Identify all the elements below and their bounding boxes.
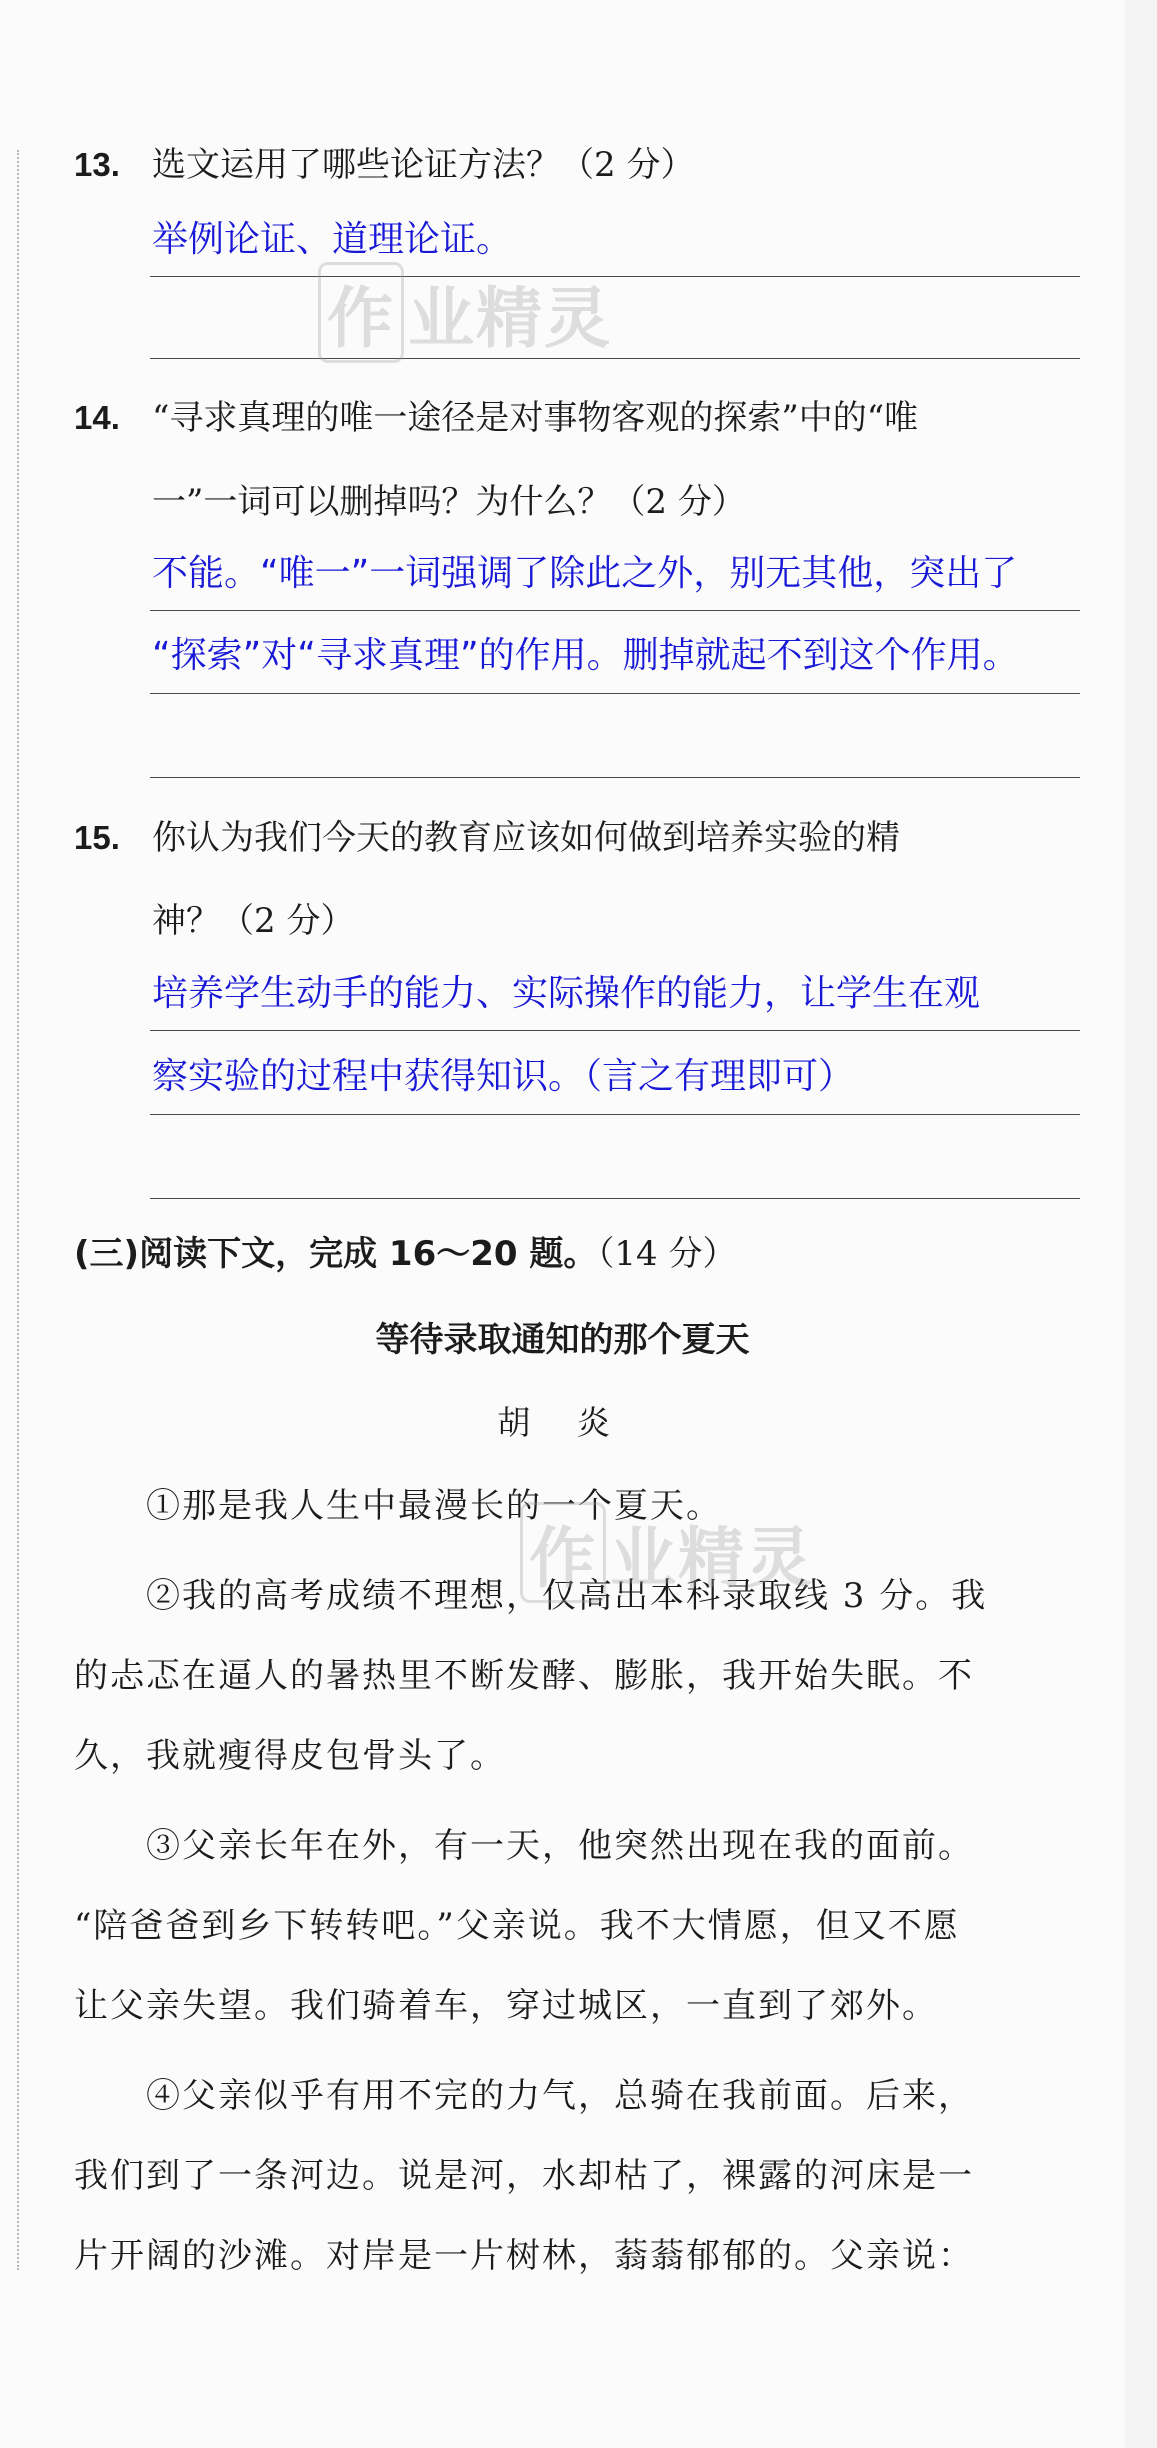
section-heading-text: (三)阅读下文，完成 16～20 题。 — [74, 1234, 598, 1274]
question-number: 15. — [74, 819, 120, 856]
paragraph-3-line3: 让父亲失望。我们骑着车，穿过城区，一直到了郊外。 — [74, 1986, 938, 2026]
paragraph-2-line1: ②我的高考成绩不理想，仅高出本科录取线 3 分。我 — [146, 1576, 988, 1616]
paragraph-1: ①那是我人生中最漫长的一个夏天。 — [146, 1486, 722, 1526]
answer-line — [150, 276, 1080, 277]
section-heading — [74, 1232, 736, 1276]
paragraph-4-line2: 我们到了一条河边。说是河，水却枯了，裸露的河床是一 — [74, 2156, 974, 2196]
question-13 — [74, 145, 694, 185]
answer-line — [150, 358, 1080, 359]
answer-line — [150, 1114, 1080, 1115]
question-number: 13. — [74, 146, 120, 183]
section-score: （14 分） — [597, 1234, 737, 1274]
answer-line — [150, 1030, 1080, 1031]
question-14-cont: 一”一词可以删掉吗？为什么？（2 分） — [152, 482, 746, 522]
question-text: “寻求真理的唯一途径是对事物客观的探索”中的“唯 — [152, 398, 919, 438]
binding-margin — [17, 150, 19, 2270]
answer-14-line2: “探索”对“寻求真理”的作用。删掉就起不到这个作用。 — [152, 635, 1019, 676]
answer-14-line1: 不能。“唯一”一词强调了除此之外，别无其他，突出了 — [152, 553, 1018, 594]
answer-15-line2: 察实验的过程中获得知识。（言之有理即可） — [152, 1056, 855, 1097]
article-author: 胡 炎 — [497, 1403, 628, 1442]
answer-line — [150, 1198, 1080, 1199]
question-15-cont: 神？（2 分） — [152, 901, 355, 941]
paragraph-3-line1: ③父亲长年在外，有一天，他突然出现在我的面前。 — [146, 1826, 974, 1866]
question-text: 选文运用了哪些论证方法？（2 分） — [152, 145, 695, 185]
paragraph-4-line3: 片开阔的沙滩。对岸是一片树林，蓊蓊郁郁的。父亲说： — [74, 2236, 974, 2276]
answer-13: 举例论证、道理论证。 — [152, 219, 513, 260]
question-number: 14. — [74, 399, 120, 436]
paragraph-2-line3: 久，我就瘦得皮包骨头了。 — [74, 1736, 506, 1776]
watermark-logo: 作 业精灵 — [520, 1502, 814, 1603]
paragraph-3-line2: “陪爸爸到乡下转转吧。”父亲说。我不大情愿，但又不愿 — [74, 1906, 960, 1946]
question-15 — [74, 818, 900, 858]
paragraph-2-line2: 的忐忑在逼人的暑热里不断发酵、膨胀，我开始失眠。不 — [74, 1656, 974, 1696]
answer-line — [150, 777, 1080, 778]
watermark-logo: 作 业精灵 — [318, 262, 612, 363]
question-text: 你认为我们今天的教育应该如何做到培养实验的精 — [152, 818, 900, 858]
article-title: 等待录取通知的那个夏天 — [375, 1320, 750, 1360]
answer-15-line1: 培养学生动手的能力、实际操作的能力，让学生在观 — [152, 973, 981, 1014]
question-14 — [74, 398, 918, 438]
answer-line — [150, 693, 1080, 694]
answer-line — [150, 610, 1080, 611]
paragraph-4-line1: ④父亲似乎有用不完的力气，总骑在我前面。后来， — [146, 2076, 974, 2116]
